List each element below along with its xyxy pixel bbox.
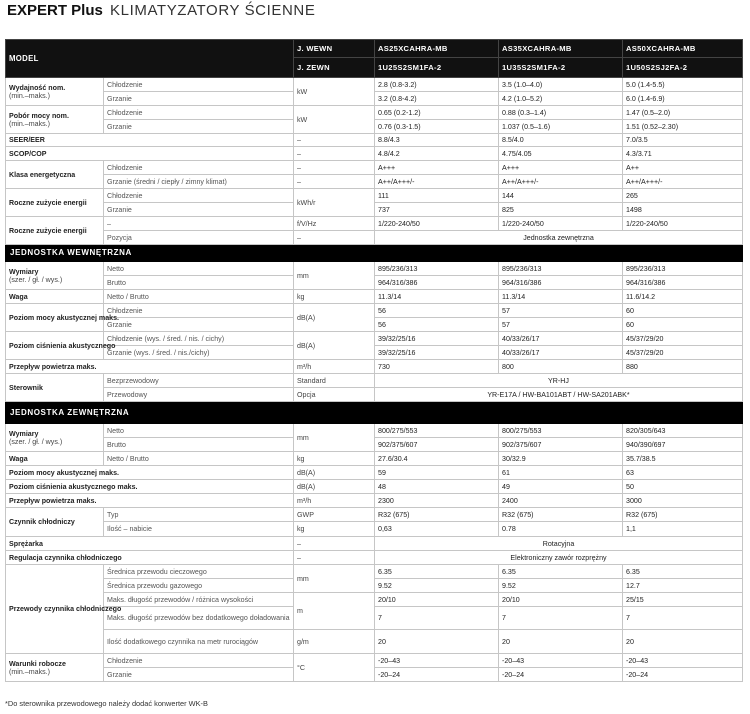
section-header-outdoor bbox=[6, 402, 743, 424]
value-cell: 1.51 (0.52–2.30) bbox=[623, 120, 743, 134]
table-row bbox=[6, 466, 743, 480]
condition-cell: Brutto bbox=[104, 438, 294, 452]
value-cell: 4.3/3.71 bbox=[623, 147, 743, 161]
value-cell: 0.88 (0.3–1.4) bbox=[499, 106, 623, 120]
value-cell: 8.5/4.0 bbox=[499, 134, 623, 147]
table-row bbox=[6, 360, 743, 374]
condition-cell: – bbox=[104, 217, 294, 231]
unit-cell: kW bbox=[294, 78, 375, 106]
value-cell: 63 bbox=[623, 466, 743, 480]
row-label-operating: Warunki robocze (min.–maks.) bbox=[6, 654, 104, 682]
row-label-annual-energy: Roczne zużycie energii bbox=[6, 189, 104, 217]
indoor-unit-label: J. WEWN bbox=[294, 40, 375, 58]
unit-cell: Standard bbox=[294, 374, 375, 388]
condition-cell: Chłodzenie bbox=[104, 78, 294, 92]
table-row bbox=[6, 161, 743, 175]
value-cell: 45/37/29/20 bbox=[623, 346, 743, 360]
unit-cell: dB(A) bbox=[294, 480, 375, 494]
row-label-indoor-dims: Wymiary (szer. / gł. / wys.) bbox=[6, 262, 104, 290]
row-label-pipes: Przewody czynnika chłodniczego bbox=[6, 565, 104, 654]
condition-cell: Netto / Brutto bbox=[104, 452, 294, 466]
unit-cell: kWh/r bbox=[294, 189, 375, 217]
value-cell: 6.35 bbox=[375, 565, 499, 579]
value-cell: R32 (675) bbox=[499, 508, 623, 522]
unit-cell: dB(A) bbox=[294, 332, 375, 360]
value-cell: 1.037 (0.5–1.6) bbox=[499, 120, 623, 134]
table-row bbox=[6, 231, 743, 245]
value-cell: 4.75/4.05 bbox=[499, 147, 623, 161]
row-label-outdoor-sound-power: Poziom mocy akustycznej maks. bbox=[6, 466, 294, 480]
table-row bbox=[6, 438, 743, 452]
value-cell: 730 bbox=[375, 360, 499, 374]
value-cell: 7.0/3.5 bbox=[623, 134, 743, 147]
value-cell: 20 bbox=[623, 630, 743, 654]
value-cell: 1,1 bbox=[623, 522, 743, 537]
condition-cell: Maks. długość przewodów bez dodatkowego doładowania bbox=[104, 607, 294, 630]
unit-cell: m³/h bbox=[294, 360, 375, 374]
table-row bbox=[6, 78, 743, 92]
value-cell: A++/A+++/- bbox=[623, 175, 743, 189]
condition-cell: Chłodzenie bbox=[104, 304, 294, 318]
value-cell: 7 bbox=[375, 607, 499, 630]
value-cell: 48 bbox=[375, 480, 499, 494]
value-cell: 0.65 (0.2-1.2) bbox=[375, 106, 499, 120]
value-cell: 964/316/386 bbox=[499, 276, 623, 290]
section-title-outdoor: JEDNOSTKA ZEWNĘTRZNA bbox=[6, 402, 743, 424]
value-cell: 1498 bbox=[623, 203, 743, 217]
row-label-scop: SCOP/COP bbox=[6, 147, 294, 161]
value-cell: Rotacyjna bbox=[375, 537, 743, 551]
table-row bbox=[6, 374, 743, 388]
value-cell: 60 bbox=[623, 304, 743, 318]
unit-cell: mm bbox=[294, 565, 375, 593]
unit-cell: – bbox=[294, 537, 375, 551]
condition-cell: Grzanie (średni / ciepły / zimny klimat) bbox=[104, 175, 294, 189]
condition-cell: Netto bbox=[104, 262, 294, 276]
row-label-outdoor-sound-pressure: Poziom ciśnienia akustycznego maks. bbox=[6, 480, 294, 494]
value-cell: 111 bbox=[375, 189, 499, 203]
table-row bbox=[6, 630, 743, 654]
value-cell: YR-E17A / HW-BA101ABT / HW-SA201ABK* bbox=[375, 388, 743, 402]
unit-cell: Opcja bbox=[294, 388, 375, 402]
condition-cell: Chłodzenie bbox=[104, 654, 294, 668]
row-label-seer: SEER/EER bbox=[6, 134, 294, 147]
unit-cell: dB(A) bbox=[294, 466, 375, 480]
value-cell: 40/33/26/17 bbox=[499, 332, 623, 346]
value-cell: 964/316/386 bbox=[375, 276, 499, 290]
condition-cell: Chłodzenie bbox=[104, 161, 294, 175]
condition-cell: Bezprzewodowy bbox=[104, 374, 294, 388]
row-label-indoor-airflow: Przepływ powietrza maks. bbox=[6, 360, 294, 374]
value-cell: 1.47 (0.5–2.0) bbox=[623, 106, 743, 120]
value-cell: 30/32.9 bbox=[499, 452, 623, 466]
value-cell: 56 bbox=[375, 304, 499, 318]
value-cell: 144 bbox=[499, 189, 623, 203]
table-row bbox=[6, 189, 743, 203]
model-indoor-3: AS50XCAHRA-MB bbox=[623, 40, 743, 58]
table-row bbox=[6, 480, 743, 494]
value-cell: 11.3/14 bbox=[499, 290, 623, 304]
value-cell: Jednostka zewnętrzna bbox=[375, 231, 743, 245]
value-cell: 49 bbox=[499, 480, 623, 494]
model-indoor-1: AS25XCAHRA-MB bbox=[375, 40, 499, 58]
value-cell: -20–24 bbox=[375, 668, 499, 682]
header-row-indoor bbox=[6, 40, 743, 58]
condition-cell: Maks. długość przewodów / różnica wysokości bbox=[104, 593, 294, 607]
model-outdoor-2: 1U35S2SM1FA-2 bbox=[499, 58, 623, 78]
value-cell: 57 bbox=[499, 318, 623, 332]
value-cell: -20–43 bbox=[623, 654, 743, 668]
table-row bbox=[6, 304, 743, 318]
value-cell: 2.8 (0.8-3.2) bbox=[375, 78, 499, 92]
value-cell: 0.78 bbox=[499, 522, 623, 537]
table-row bbox=[6, 175, 743, 189]
value-cell: A++/A+++/- bbox=[375, 175, 499, 189]
value-cell: 8.8/4.3 bbox=[375, 134, 499, 147]
value-cell: 3.2 (0.8-4.2) bbox=[375, 92, 499, 106]
unit-cell: g/m bbox=[294, 630, 375, 654]
value-cell: 825 bbox=[499, 203, 623, 217]
unit-cell: – bbox=[294, 551, 375, 565]
value-cell: 895/236/313 bbox=[499, 262, 623, 276]
outdoor-unit-label: J. ZEWN bbox=[294, 58, 375, 78]
condition-cell: Ilość dodatkowego czynnika na metr rurociągów bbox=[104, 630, 294, 654]
value-cell: A++/A+++/- bbox=[499, 175, 623, 189]
unit-cell: – bbox=[294, 134, 375, 147]
condition-cell: Średnica przewodu gazowego bbox=[104, 579, 294, 593]
spec-table bbox=[5, 39, 743, 682]
value-cell: 6.35 bbox=[623, 565, 743, 579]
model-indoor-2: AS35XCAHRA-MB bbox=[499, 40, 623, 58]
row-label-outdoor-dims: Wymiary (szer. / gł. / wys.) bbox=[6, 424, 104, 452]
condition-cell: Netto / Brutto bbox=[104, 290, 294, 304]
unit-cell: mm bbox=[294, 262, 375, 290]
value-cell: 940/390/697 bbox=[623, 438, 743, 452]
footnote: *Do sterownika przewodowego należy dodać konwerter WK-B bbox=[5, 699, 208, 708]
row-label-outdoor-airflow: Przepływ powietrza maks. bbox=[6, 494, 294, 508]
unit-cell: kg bbox=[294, 522, 375, 537]
unit-cell: m bbox=[294, 593, 375, 630]
condition-cell: Grzanie bbox=[104, 318, 294, 332]
unit-cell: mm bbox=[294, 424, 375, 452]
condition-cell: Grzanie bbox=[104, 668, 294, 682]
unit-cell: f/V/Hz bbox=[294, 217, 375, 231]
subtitle: KLIMATYZATORY ŚCIENNE bbox=[110, 2, 316, 19]
value-cell: 7 bbox=[499, 607, 623, 630]
table-row bbox=[6, 134, 743, 147]
value-cell: -20–43 bbox=[499, 654, 623, 668]
condition-cell: Grzanie bbox=[104, 92, 294, 106]
table-row bbox=[6, 388, 743, 402]
value-cell: 1/220-240/50 bbox=[623, 217, 743, 231]
table-row bbox=[6, 522, 743, 537]
value-cell: 57 bbox=[499, 304, 623, 318]
value-cell: 59 bbox=[375, 466, 499, 480]
brand-title: EXPERT Plus bbox=[7, 2, 103, 19]
value-cell: Elektroniczny zawór rozprężny bbox=[375, 551, 743, 565]
value-cell: 6.35 bbox=[499, 565, 623, 579]
value-cell: A++ bbox=[623, 161, 743, 175]
value-cell: 0.76 (0.3-1.5) bbox=[375, 120, 499, 134]
condition-cell: Brutto bbox=[104, 276, 294, 290]
row-label-refrigerant: Czynnik chłodniczy bbox=[6, 508, 104, 537]
value-cell: 39/32/25/16 bbox=[375, 332, 499, 346]
value-cell: 9.52 bbox=[499, 579, 623, 593]
value-cell: A+++ bbox=[499, 161, 623, 175]
row-label-capacity: Wydajność nom. (min.–maks.) bbox=[6, 78, 104, 106]
condition-cell: Grzanie (wys. / śred. / nis./cichy) bbox=[104, 346, 294, 360]
value-cell: 4.2 (1.0–5.2) bbox=[499, 92, 623, 106]
value-cell: -20–24 bbox=[499, 668, 623, 682]
condition-cell: Chłodzenie bbox=[104, 189, 294, 203]
value-cell: 800/275/553 bbox=[375, 424, 499, 438]
value-cell: 35.7/38.5 bbox=[623, 452, 743, 466]
value-cell: 11.3/14 bbox=[375, 290, 499, 304]
unit-cell: kW bbox=[294, 106, 375, 134]
unit-cell: kg bbox=[294, 290, 375, 304]
value-cell: R32 (675) bbox=[375, 508, 499, 522]
table-row bbox=[6, 290, 743, 304]
condition-cell: Netto bbox=[104, 424, 294, 438]
value-cell: 20/10 bbox=[499, 593, 623, 607]
condition-cell: Chłodzenie bbox=[104, 106, 294, 120]
table-row bbox=[6, 551, 743, 565]
value-cell: 27.6/30.4 bbox=[375, 452, 499, 466]
value-cell: YR-HJ bbox=[375, 374, 743, 388]
table-row bbox=[6, 494, 743, 508]
table-row bbox=[6, 92, 743, 106]
value-cell: 0,63 bbox=[375, 522, 499, 537]
value-cell: 964/316/386 bbox=[623, 276, 743, 290]
value-cell: 3000 bbox=[623, 494, 743, 508]
table-row bbox=[6, 424, 743, 438]
row-label-indoor-sound-pressure: Poziom ciśnienia akustycznego bbox=[6, 332, 104, 360]
table-row bbox=[6, 262, 743, 276]
table-row bbox=[6, 579, 743, 593]
row-label-regulation: Regulacja czynnika chłodniczego bbox=[6, 551, 294, 565]
condition-cell: Grzanie bbox=[104, 120, 294, 134]
value-cell: 3.5 (1.0–4.0) bbox=[499, 78, 623, 92]
value-cell: 265 bbox=[623, 189, 743, 203]
row-label-outdoor-weight: Waga bbox=[6, 452, 104, 466]
value-cell: 1/220-240/50 bbox=[375, 217, 499, 231]
value-cell: 50 bbox=[623, 480, 743, 494]
table-row bbox=[6, 276, 743, 290]
unit-cell: m³/h bbox=[294, 494, 375, 508]
value-cell: 9.52 bbox=[375, 579, 499, 593]
model-outdoor-3: 1U50S2SJ2FA-2 bbox=[623, 58, 743, 78]
condition-cell: Pozycja bbox=[104, 231, 294, 245]
table-row bbox=[6, 147, 743, 161]
row-label-supply: Roczne zużycie energii bbox=[6, 217, 104, 245]
value-cell: 6.0 (1.4-6.9) bbox=[623, 92, 743, 106]
table-row bbox=[6, 106, 743, 120]
section-header-indoor bbox=[6, 245, 743, 262]
condition-cell: Typ bbox=[104, 508, 294, 522]
value-cell: 20/10 bbox=[375, 593, 499, 607]
value-cell: 61 bbox=[499, 466, 623, 480]
condition-cell: Chłodzenie (wys. / śred. / nis. / cichy) bbox=[104, 332, 294, 346]
table-row bbox=[6, 537, 743, 551]
value-cell: 4.8/4.2 bbox=[375, 147, 499, 161]
section-title-indoor: JEDNOSTKA WEWNĘTRZNA bbox=[6, 245, 743, 262]
row-label-energy-class: Klasa energetyczna bbox=[6, 161, 104, 189]
value-cell: 45/37/29/20 bbox=[623, 332, 743, 346]
condition-cell: Ilość – nabicie bbox=[104, 522, 294, 537]
table-row bbox=[6, 654, 743, 668]
table-row bbox=[6, 565, 743, 579]
value-cell: 25/15 bbox=[623, 593, 743, 607]
value-cell: 800/275/553 bbox=[499, 424, 623, 438]
unit-cell: kg bbox=[294, 452, 375, 466]
table-row bbox=[6, 508, 743, 522]
model-label: MODEL bbox=[6, 40, 294, 78]
page-title bbox=[7, 2, 315, 20]
unit-cell: – bbox=[294, 147, 375, 161]
condition-cell: Grzanie bbox=[104, 203, 294, 217]
value-cell: 56 bbox=[375, 318, 499, 332]
table-row bbox=[6, 217, 743, 231]
table-row bbox=[6, 203, 743, 217]
value-cell: R32 (675) bbox=[623, 508, 743, 522]
value-cell: 2300 bbox=[375, 494, 499, 508]
unit-cell: – bbox=[294, 175, 375, 189]
value-cell: 820/305/643 bbox=[623, 424, 743, 438]
unit-cell: dB(A) bbox=[294, 304, 375, 332]
value-cell: 895/236/313 bbox=[623, 262, 743, 276]
value-cell: 20 bbox=[499, 630, 623, 654]
unit-cell: GWP bbox=[294, 508, 375, 522]
unit-cell: °C bbox=[294, 654, 375, 682]
row-label-indoor-sound-power: Poziom mocy akustycznej maks. bbox=[6, 304, 104, 332]
table-row bbox=[6, 668, 743, 682]
row-label-indoor-weight: Waga bbox=[6, 290, 104, 304]
row-label-power: Pobór mocy nom. (min.–maks.) bbox=[6, 106, 104, 134]
value-cell: -20–43 bbox=[375, 654, 499, 668]
unit-cell: – bbox=[294, 161, 375, 175]
value-cell: 2400 bbox=[499, 494, 623, 508]
value-cell: 7 bbox=[623, 607, 743, 630]
value-cell: 902/375/607 bbox=[375, 438, 499, 452]
row-label-controller: Sterownik bbox=[6, 374, 104, 402]
value-cell: 1/220-240/50 bbox=[499, 217, 623, 231]
value-cell: 902/375/607 bbox=[499, 438, 623, 452]
table-row bbox=[6, 452, 743, 466]
value-cell: 895/236/313 bbox=[375, 262, 499, 276]
value-cell: 20 bbox=[375, 630, 499, 654]
value-cell: 800 bbox=[499, 360, 623, 374]
value-cell: 5.0 (1.4-5.5) bbox=[623, 78, 743, 92]
condition-cell: Przewodowy bbox=[104, 388, 294, 402]
value-cell: 60 bbox=[623, 318, 743, 332]
value-cell: -20–24 bbox=[623, 668, 743, 682]
table-row bbox=[6, 346, 743, 360]
value-cell: 39/32/25/16 bbox=[375, 346, 499, 360]
value-cell: 11.6/14.2 bbox=[623, 290, 743, 304]
value-cell: 737 bbox=[375, 203, 499, 217]
value-cell: 40/33/26/17 bbox=[499, 346, 623, 360]
condition-cell: Średnica przewodu cieczowego bbox=[104, 565, 294, 579]
row-label-compressor: Sprężarka bbox=[6, 537, 294, 551]
table-row bbox=[6, 120, 743, 134]
value-cell: 12.7 bbox=[623, 579, 743, 593]
unit-cell: – bbox=[294, 231, 375, 245]
model-outdoor-1: 1U25S2SM1FA-2 bbox=[375, 58, 499, 78]
value-cell: A+++ bbox=[375, 161, 499, 175]
value-cell: 880 bbox=[623, 360, 743, 374]
table-row bbox=[6, 332, 743, 346]
